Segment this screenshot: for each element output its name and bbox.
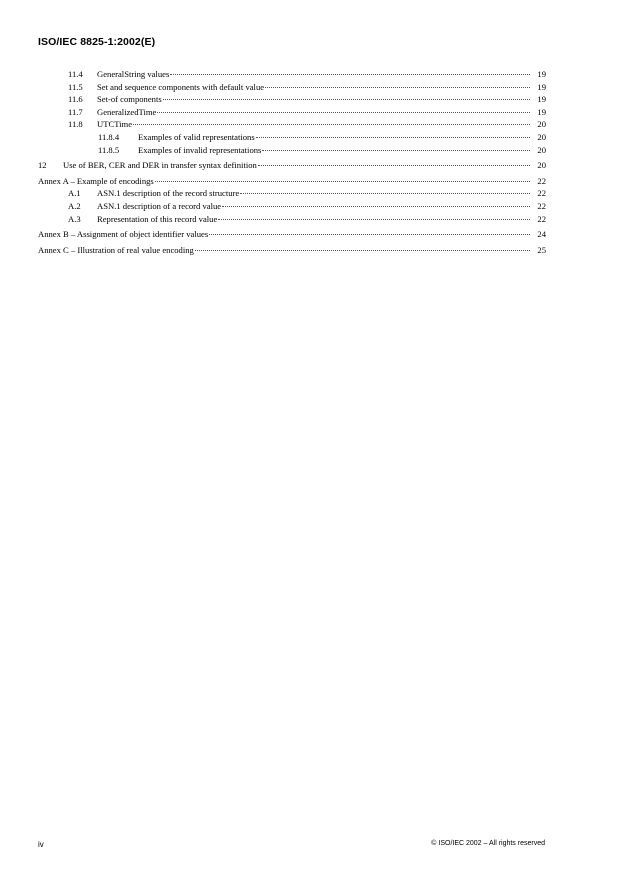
toc-entry-11-8-5 bbox=[38, 143, 546, 156]
toc-entry-title: Use of BER, CER and DER in transfer syntax definition bbox=[63, 160, 257, 171]
toc-entry-page: 22 bbox=[537, 188, 546, 199]
toc-entry-annex-c bbox=[38, 243, 546, 256]
toc-entry-page: 24 bbox=[537, 229, 546, 240]
toc-entry-title: Annex A – Example of encodings bbox=[38, 175, 154, 186]
toc-entry-number: 12 bbox=[38, 160, 47, 171]
dot-leader bbox=[240, 186, 530, 196]
toc-entry-page: 22 bbox=[537, 200, 546, 211]
toc-entry-11-5 bbox=[38, 80, 546, 93]
toc-entry-annex-b bbox=[38, 227, 546, 240]
toc-entry-number: 11.8.5 bbox=[98, 144, 120, 155]
table-of-contents bbox=[38, 67, 546, 255]
toc-entry-a-1 bbox=[38, 186, 546, 199]
dot-leader bbox=[209, 227, 530, 237]
toc-entry-11-4 bbox=[38, 67, 546, 80]
toc-entry-11-6 bbox=[38, 92, 546, 105]
toc-entry-title: Set and sequence components with default value bbox=[97, 81, 265, 92]
toc-entry-number: A.2 bbox=[68, 200, 81, 211]
toc-entry-title: ASN.1 description of a record value bbox=[97, 200, 222, 211]
toc-entry-11-8 bbox=[38, 117, 546, 130]
dot-leader bbox=[256, 130, 530, 140]
toc-entry-number: 11.5 bbox=[68, 81, 83, 92]
toc-entry-title: ASN.1 description of the record structure bbox=[97, 188, 240, 199]
dot-leader bbox=[262, 143, 530, 153]
toc-entry-number: 11.4 bbox=[68, 69, 83, 79]
toc-entry-page: 20 bbox=[537, 144, 546, 155]
dot-leader bbox=[133, 117, 530, 127]
toc-entry-number: 11.8 bbox=[68, 119, 83, 130]
copyright-notice: © ISO/IEC 2002 – All rights reserved bbox=[431, 840, 545, 847]
toc-entry-title: GeneralString values bbox=[97, 69, 170, 79]
toc-entry-number: 11.7 bbox=[68, 106, 83, 117]
toc-entry-number: 11.8.4 bbox=[98, 131, 120, 142]
toc-entry-title: GeneralizedTime bbox=[97, 106, 157, 117]
toc-entry-page: 19 bbox=[537, 106, 546, 117]
dot-leader bbox=[222, 199, 530, 209]
toc-entry-page: 25 bbox=[537, 244, 546, 255]
document-header: ISO/IEC 8825-1:2002(E) bbox=[38, 36, 156, 48]
toc-entry-number: 11.6 bbox=[68, 94, 83, 105]
toc-entry-12 bbox=[38, 158, 546, 171]
toc-entry-page: 20 bbox=[537, 119, 546, 130]
toc-entry-title: Annex B – Assignment of object identifier values bbox=[38, 229, 209, 240]
page-number: iv bbox=[38, 840, 44, 849]
toc-entry-title: Set-of components bbox=[97, 94, 162, 105]
toc-entry-number: A.1 bbox=[68, 188, 81, 199]
toc-entry-page: 19 bbox=[537, 69, 546, 79]
toc-entry-title: Representation of this record value bbox=[97, 213, 218, 224]
toc-entry-title: Annex C – Illustration of real value encoding bbox=[38, 244, 194, 255]
dot-leader bbox=[157, 105, 530, 115]
dot-leader bbox=[155, 174, 530, 184]
dot-leader bbox=[163, 92, 530, 102]
toc-entry-page: 20 bbox=[537, 160, 546, 171]
toc-entry-11-8-4 bbox=[38, 130, 546, 143]
toc-entry-page: 20 bbox=[537, 131, 546, 142]
toc-entry-number: A.3 bbox=[68, 213, 81, 224]
toc-entry-title: UTCTime bbox=[97, 119, 133, 130]
toc-entry-a-2 bbox=[38, 199, 546, 212]
dot-leader bbox=[258, 158, 530, 168]
toc-entry-page: 19 bbox=[537, 94, 546, 105]
toc-entry-title: Examples of invalid representations bbox=[138, 144, 262, 155]
toc-entry-page: 19 bbox=[537, 81, 546, 92]
dot-leader bbox=[265, 80, 530, 90]
toc-entry-11-7 bbox=[38, 105, 546, 118]
dot-leader bbox=[170, 67, 530, 77]
toc-entry-annex-a bbox=[38, 174, 546, 187]
toc-entry-title: Examples of valid representations bbox=[138, 131, 255, 142]
dot-leader bbox=[218, 212, 530, 222]
toc-entry-page: 22 bbox=[537, 175, 546, 186]
toc-entry-page: 22 bbox=[537, 213, 546, 224]
toc-entry-a-3 bbox=[38, 212, 546, 225]
dot-leader bbox=[195, 243, 530, 253]
